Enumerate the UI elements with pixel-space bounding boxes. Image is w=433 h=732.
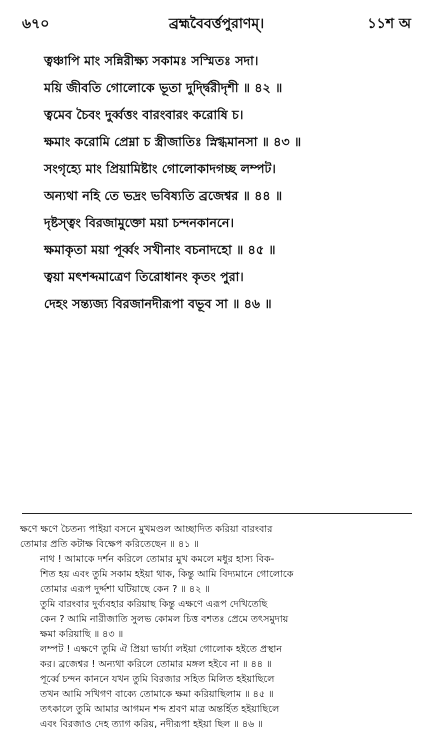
commentary-paragraph: ক্ষণে ক্ষণে চৈতন্য পাইয়া বসনে মুখমণ্ডল আচ্ছাদিত করিয়া বারংবার তোমার প্রতি কটাক্ষ বিক্ষেপ করিতেছেন ॥ ৪১ ॥ bbox=[20, 524, 273, 550]
verse-line: অন্যথা নহি তে ভদ্রং ভবিষ্যতি ব্রজেশ্বর ॥ ৪৪ ॥ bbox=[44, 188, 283, 203]
verse-line: ত্বয়া মৎশব্দমাত্রেণ তিরোধানং কৃতং পুরা। bbox=[44, 269, 244, 284]
page-header bbox=[0, 8, 433, 32]
book-title: ব্রহ্মবৈবর্ত্তপুরাণম্। bbox=[168, 16, 265, 32]
verse-line: দৃষ্টস্ত্বং বিরজামুক্তো ময়া চন্দনকাননে। bbox=[44, 215, 234, 230]
commentary-paragraph: নাথ ! আমাকে দর্শন করিলে তোমার মুখ কমলে মধুর হাস্য বিক- শিত হয় এবং তুমি সকাম হইয়া থাক, কিন্তু আমি বিদ্যমানে গোলোকে তোমার এরূপ দুর্দ্দশা ঘটিয়াছে কেন ? ॥ ৪২ ॥ bbox=[40, 554, 294, 595]
commentary-paragraph: লম্পট ! এক্ষণে তুমি ঐ প্রিয়া ভার্য্যা লইয়া গোলোক হইতে প্রস্থান কর। ব্রজেশ্বর ! অন্যথা করিলে তোমার মঙ্গল হইবে না ॥ ৪৪ ॥ bbox=[40, 644, 283, 670]
section-divider bbox=[22, 513, 412, 514]
page-number: ৬৭০ bbox=[22, 16, 50, 32]
verse-line: ত্বঞ্চাপি মাং সন্নিরীক্ষ্য সকামঃ সস্মিতঃ সদা। bbox=[44, 53, 259, 68]
commentary-paragraph: পূর্ব্বে চন্দন কাননে যখন তুমি বিরজার সহিত মিলিত হইয়াছিলে তখন আমি সখিগণ বাক্যে তোমাকে ক্ষমা করিয়াছিলাম ॥ ৪৫ ॥ bbox=[40, 674, 275, 700]
verse-line: ত্বমেব চৈবং দুর্ব্বত্তং বারংবারং করোষি চ। bbox=[44, 107, 244, 122]
commentary-paragraph: তুমি বারংবার দুর্ব্যবহার করিয়াছ কিন্তু এক্ষণে এরূপ দেখিতেছি কেন ? আমি নারীজাতি সুলভ কোমল চিত্ত বশতঃ প্রেমে তৎসমুদায় ক্ষমা করিয়াছি ॥ ৪৩ ॥ bbox=[40, 599, 289, 640]
verse-line: দেহং সন্ত্যজ্য বিরজানদীরূপা বভূব সা ॥ ৪৬ ॥ bbox=[44, 296, 272, 311]
commentary-paragraph: তৎকালে তুমি আমার আগমন শব্দ শ্রবণ মাত্র অন্তর্হিত হইয়াছিলে এবং বিরজাও দেহ ত্যাগ করিয়, নদীরূপা হইয়া ছিল ॥ ৪৬ ॥ bbox=[40, 704, 280, 730]
verse-line: ক্ষমাং করোমি প্রেম্না চ স্ত্রীজাতিঃ স্নিগ্ধমানসা ॥ ৪৩ ॥ bbox=[44, 134, 302, 149]
verse-line: ক্ষমাকৃতা ময়া পূর্ব্বং সখীনাং বচনাদহো ॥ ৪৫ ॥ bbox=[44, 242, 276, 257]
verse-line: ময়ি জীবতি গোলোকে ভূতা দুর্দ্দ্বিরীদৃশী ॥ ৪২ ॥ bbox=[44, 80, 283, 95]
verse-line: সংগৃহ্যে মাং প্রিয়ামিষ্টাং গোলোকাদগচ্ছ লম্পট। bbox=[44, 161, 276, 176]
chapter-label: ১১শ অ bbox=[367, 16, 411, 32]
